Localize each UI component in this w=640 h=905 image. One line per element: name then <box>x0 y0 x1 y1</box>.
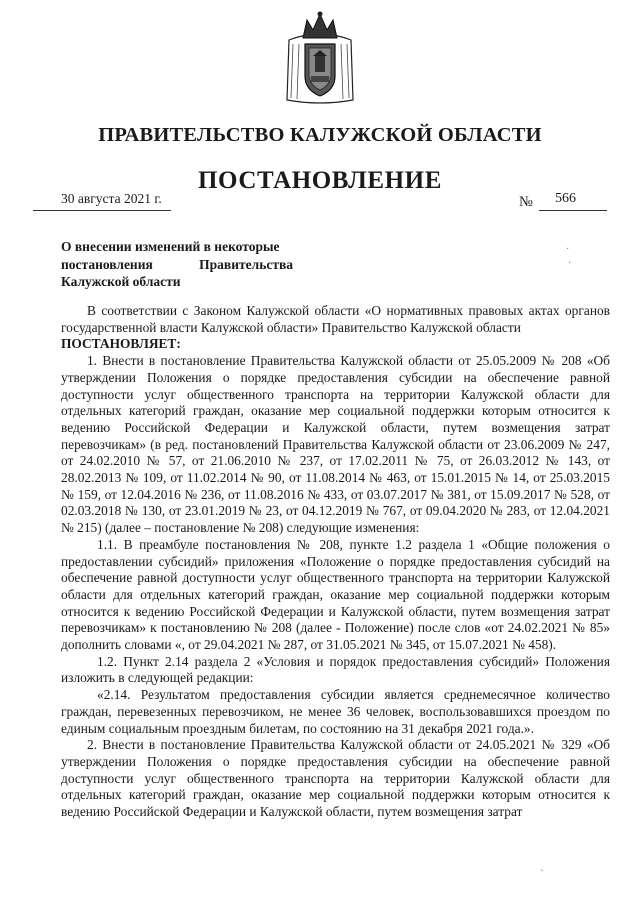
number-label: № <box>519 194 533 210</box>
item-2: 2. Внести в постановление Правительства Калужской области от 24.05.2021 № 329 «Об утверждении Положения о порядке предоставления субсидии на обеспечение равной доступности услуг общественного транспорта на территории Калужской области для отдельных категорий граждан, оказание мер социальной поддержки которым относится к ведению Российской Федерации и Калужской области, путем возмещения затрат <box>61 737 610 820</box>
subject-line-2b: Правительства <box>199 256 293 272</box>
margin-mark: · <box>566 244 570 255</box>
subject-line-2a: постановления <box>61 256 153 272</box>
resolves-heading: ПОСТАНОВЛЯЕТ: <box>61 336 181 352</box>
subject-line-3: Калужской области <box>61 274 181 289</box>
margin-mark: ˎ <box>540 858 544 872</box>
item-1-2-quote: «2.14. Результатом предоставления субсидии является среднемесячное количество граждан, перевезенных перевозчиком, не менее 36 человек, воспользовавшихся проездом по единым социальным проездным билетам, по состоянию на 31 декабря 2021 года.». <box>61 687 610 736</box>
item-1: 1. Внести в постановление Правительства Калужской области от 25.05.2009 № 208 «Об утверждении Положения о порядке предоставления субсидии на обеспечение равной доступности услуг общественного транспорта на территории Калужской области для отдельных категорий граждан, оказание мер социальной поддержки которым относится к ведению Российской Федерации и Калужской области, путем возмещения затрат перевозчикам» (в ред. постановлений Правительства Калужской области от 23.06.2009 № 247, от 24.02.2010 № 57, от 21.06.2010 № 237, от 17.02.2011 № 75, от 26.03.2012 № 143, от 28.02.2013 № 109, от 11.02.2014 № 90, от 11.08.2014 № 463, от 15.01.2015 № 14, от 25.03.2015 № 159, от 12.04.2016 № 236, от 11.08.2016 № 433, от 03.07.2017 № 381, от 15.09.2017 № 528, от 02.03.2018 № 130, от 23.01.2019 № 23, от 04.12.2019 № 767, от 09.04.2020 № 283, от 12.04.2021 № 215) (далее – постановление № 208) следующие изменения: <box>61 353 610 536</box>
government-title: ПРАВИТЕЛЬСТВО КАЛУЖСКОЙ ОБЛАСТИ <box>98 124 542 146</box>
document-type: ПОСТАНОВЛЕНИЕ <box>197 167 443 194</box>
document-body <box>61 303 610 821</box>
number-value: 566 <box>555 191 576 206</box>
subject-line-1: О внесении изменений в некоторые <box>61 239 280 254</box>
subject-line-2 <box>61 256 293 274</box>
date-value: 30 августа 2021 г. <box>61 191 162 206</box>
document-subject <box>61 238 293 291</box>
item-1-1: 1.1. В преамбуле постановления № 208, пункте 1.2 раздела 1 «Общие положения о предоставлении субсидий» приложения «Положение о порядке предоставления субсидий на обеспечение равной доступности услуг общественного транспорта на территории Калужской области для отдельных категорий граждан, оказание мер социальной поддержки которым относится к ведению Российской Федерации и Калужской области, путем возмещения затрат перевозчикам» к постановлению № 208 (далее - Положение) после слов «от 24.02.2021 № 85» дополнить словами «, от 29.04.2021 № 287, от 31.05.2021 № 345, от 15.07.2021 № 458). <box>61 536 610 653</box>
item-1-2: 1.2. Пункт 2.14 раздела 2 «Условия и порядок предоставления субсидий» Положения изложить в следующей редакции: <box>61 653 610 686</box>
margin-mark: · <box>568 258 572 269</box>
coat-of-arms-icon <box>283 10 357 106</box>
date-field <box>33 190 171 211</box>
number-field <box>539 190 607 211</box>
intro-paragraph: В соответствии с Законом Калужской области «О нормативных правовых актах органов государственной власти Калужской области» Правительство Калужской области <box>61 303 610 335</box>
